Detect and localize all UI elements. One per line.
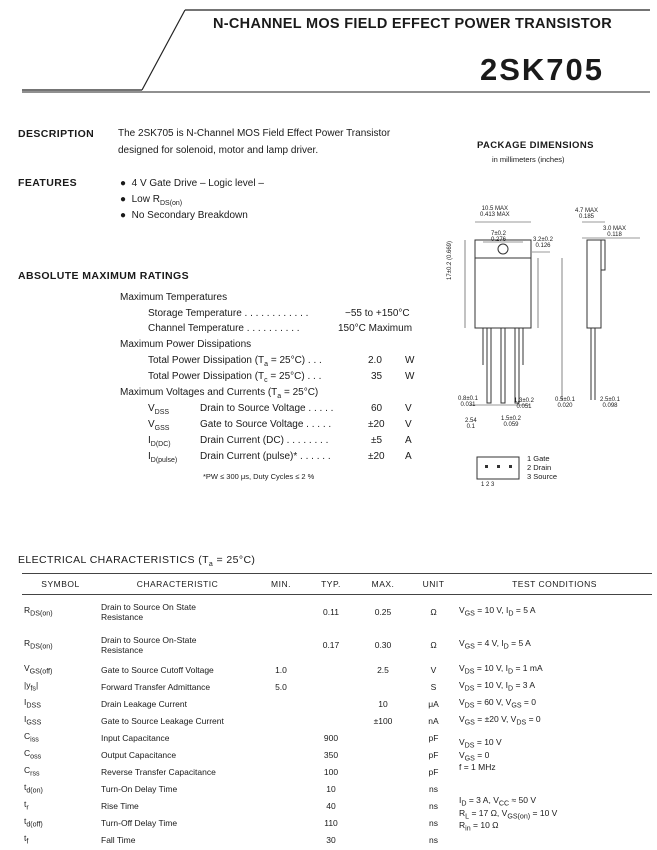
dim-label: 10.5 MAX 0.413 MAX [480,206,510,218]
cell-typ: 0.17 [322,639,340,650]
part-number: 2SK705 [480,52,605,87]
cell-typ [306,678,356,695]
cell-max [356,797,410,814]
table-row [22,661,652,678]
cell-typ: 40 [326,800,336,811]
cell-max: ±100 [373,715,393,726]
dim-label: 3.2±0.2 0.126 [533,237,553,249]
rating-label: Drain Current (pulse)* . . . . . . [200,451,331,462]
elec-heading: ELECTRICAL CHARACTERISTICS $(T_a = 25^\circ C)$ [18,554,256,569]
features-heading: FEATURES [18,177,78,189]
description-heading: DESCRIPTION [18,128,95,140]
cell-max: 0.30 [374,639,392,650]
cell-min: 5.0 [275,681,287,692]
cell-conditions: $V_{DS} = 10$ V, $I_D = 3$ A [459,680,536,693]
col-min: MIN. [256,574,306,595]
col-test-conditions: TEST CONDITIONS [457,574,652,595]
cell-min [256,628,306,661]
package-subheading: in millimeters (inches) [492,155,565,164]
dim-label: 0.5±0.1 0.020 [555,397,575,409]
feature-item: ● No Secondary Breakdown [120,210,248,221]
cell-symbol: $t_r$ [24,799,29,812]
cell-min [256,780,306,797]
description-line-1: The 2SK705 is N-Channel MOS Field Effect Power Transistor [118,128,391,139]
cell-symbol: $t_{d(off)}$ [24,816,43,829]
cell-symbol: $I_{DSS}$ [24,697,41,710]
rating-unit: A [405,451,412,462]
cell-typ [306,695,356,712]
cell-unit: ns [429,817,438,828]
table-row [22,729,652,746]
rating-label: Gate to Source Voltage . . . . . [200,419,332,430]
cell-symbol: $R_{DS(on)}$ [24,605,53,618]
cell-conditions: $V_{GS} = 10$ V, $I_D = 5$ A [459,605,536,618]
dim-label: 7±0.2 0.276 [491,231,507,243]
cell-min [256,814,306,831]
cell-unit: Ω [430,639,437,650]
cell-conditions: $V_{DS} = 60$ V, $V_{GS} = 0$ [459,697,536,710]
cell-conditions: $V_{DS} = 10$ V, $I_D = 1$ mA [459,663,543,676]
cell-typ: 900 [323,732,339,743]
pd2-unit: W [405,371,415,382]
cell-typ: 350 [323,749,339,760]
cell-characteristic: Output Capacitance [101,749,177,760]
col-typ: TYP. [306,574,356,595]
cell-max: 0.25 [374,606,392,617]
table-row [22,695,652,712]
cell-characteristic: Fall Time [101,834,136,845]
cell-min [256,595,306,629]
cell-unit: pF [428,732,439,743]
cell-unit: pF [428,749,439,760]
pin-numbers: 1 2 3 [481,482,495,488]
feature-item: ● Low $R_{DS(on)}$ [120,194,183,207]
cell-symbol: $C_{iss}$ [24,731,39,744]
cell-symbol: $C_{rss}$ [24,765,40,778]
cell-min [256,729,306,746]
cell-characteristic: Gate to Source Cutoff Voltage [101,664,214,675]
cell-max: 2.5 [377,664,389,675]
cell-max [356,678,410,695]
rating-value: ±20 [368,451,385,462]
cell-characteristic: Drain Leakage Current [101,698,187,709]
cell-min [256,797,306,814]
cell-characteristic: Drain to Source On State Resistance [101,601,196,622]
rating-value: ±5 [371,435,383,446]
dim-label: 1.3±0.2 0.051 [514,398,534,410]
cell-characteristic: Turn-Off Delay Time [101,817,178,828]
rating-symbol: $I_{D(pulse)}$ [148,451,178,464]
cell-characteristic: Input Capacitance [101,732,170,743]
cell-symbol: $|y_{fs}|$ [24,680,39,693]
rating-symbol: $I_{D(DC)}$ [148,435,171,448]
cell-typ: 110 [324,817,338,828]
description-line-2: designed for solenoid, motor and lamp driver. [118,145,319,156]
cell-symbol: $t_f$ [24,833,29,846]
cell-symbol: $R_{DS(on)}$ [24,638,53,651]
cell-conditions: $V_{GS} = 4$ V, $I_D = 5$ A [459,638,531,651]
rating-unit: A [405,435,412,446]
dim-label: 3.0 MAX 0.118 [603,226,627,238]
pd1-value: 2.0 [368,355,382,366]
dim-label: 17±0.2 (0.669) [447,241,453,280]
cell-symbol: $V_{GS(off)}$ [24,663,53,676]
col-unit: UNIT [410,574,457,595]
abs-max-heading: ABSOLUTE MAXIMUM RATINGS [18,270,189,282]
cell-min [256,831,306,848]
col-characteristic: CHARACTERISTIC [99,574,256,595]
cell-unit: pF [428,766,439,777]
package-heading: PACKAGE DIMENSIONS [477,140,594,151]
cell-max [356,814,410,831]
cell-symbol: $t_{d(on)}$ [24,782,43,795]
dim-label: 2.54 0.1 [465,418,477,430]
rating-value: 60 [371,403,383,414]
dim-label: 0.8±0.1 0.031 [458,396,478,408]
cell-characteristic: Gate to Source Leakage Current [101,715,224,726]
cell-unit: Ω [430,606,437,617]
dim-label: 4.7 MAX 0.185 [575,208,599,220]
cell-characteristic: Rise Time [101,800,139,811]
col-symbol: SYMBOL [22,574,99,595]
dim-label: 1.5±0.2 0.059 [501,416,521,428]
vc-heading: Maximum Voltages and Currents $(T_a = 25^\circ C)$ [120,387,319,400]
temp-heading: Maximum Temperatures [120,292,228,303]
channel-label: Channel Temperature . . . . . . . . . . [148,323,300,334]
table-row [22,628,652,661]
cell-unit: μA [428,698,439,709]
cell-unit: ns [429,800,438,811]
rating-symbol: $V_{DSS}$ [148,403,170,416]
table-header-row [22,574,652,595]
cell-typ [306,712,356,729]
cell-unit: ns [429,834,438,845]
col-max: MAX. [356,574,410,595]
pd2-value: 35 [371,371,383,382]
cell-max: 10 [378,698,388,709]
cell-symbol: $I_{GSS}$ [24,714,42,727]
cell-characteristic: Forward Transfer Admittance [101,681,211,692]
feature-item: ● 4 V Gate Drive – Logic level – [120,178,264,189]
cell-typ [306,661,356,678]
pd1-label: Total Power Dissipation $(T_a = 25^\circ C)$ . . . [148,355,322,368]
cell-unit: ns [429,783,438,794]
cell-max [356,729,410,746]
rating-value: ±20 [368,419,385,430]
pd2-label: Total Power Dissipation $(T_c = 25^\circ C)$ . . . [148,371,322,384]
cell-max [356,746,410,763]
cell-min [256,695,306,712]
cell-min [256,763,306,780]
electrical-characteristics-table [22,573,652,848]
table-row [22,780,652,797]
channel-value: 150°C Maximum [338,323,413,334]
table-row [22,678,652,695]
cell-typ: 10 [326,783,336,794]
cell-min: 1.0 [275,664,287,675]
rating-unit: V [405,403,412,414]
cell-conditions: $V_{GS} = \pm 20$ V, $V_{DS} = 0$ [459,714,541,727]
cell-typ: 100 [323,766,339,777]
storage-label: Storage Temperature . . . . . . . . . . . . [148,308,309,319]
cell-unit: S [430,681,437,692]
rating-label: Drain to Source Voltage . . . . . [200,403,334,414]
cell-max [356,831,410,848]
cell-unit: V [430,664,437,675]
rating-label: Drain Current (DC) . . . . . . . . [200,435,329,446]
cell-conditions: $V_{DS} = 10$ V $V_{GS} = 0$ f = 1 MHz [459,736,502,773]
cell-min [256,746,306,763]
cell-min [256,712,306,729]
cell-characteristic: Reverse Transfer Capacitance [101,766,216,777]
pd1-unit: W [405,355,415,366]
cell-typ: 0.11 [323,606,339,617]
page-title: N-CHANNEL MOS FIELD EFFECT POWER TRANSISTOR [213,16,613,32]
pin-legend: 1 Gate 2 Drain 3 Source [527,454,558,481]
cell-typ: 30 [326,834,336,845]
table-row [22,595,652,629]
dim-label: 2.5±0.1 0.098 [600,397,620,409]
power-heading: Maximum Power Dissipations [120,339,252,350]
cell-characteristic: Turn-On Delay Time [101,783,178,794]
cell-unit: nA [428,715,439,726]
abs-max-footnote: *PW ≤ 300 μs, Duty Cycles ≤ 2 % [203,472,315,481]
cell-characteristic: Drain to Source On-State Resistance [101,634,197,655]
rating-unit: V [405,419,412,430]
cell-conditions: $I_D = 3$ A, $V_{CC} \approx 50$ V $R_L = 17$ Ω, $V_{GS(on)} = 10$ V $R_{in} = 10$ Ω [459,794,558,834]
cell-max [356,780,410,797]
table-row [22,712,652,729]
cell-max [356,763,410,780]
rating-symbol: $V_{GSS}$ [148,419,170,432]
storage-value: −55 to +150°C [345,308,410,319]
cell-symbol: $C_{oss}$ [24,748,42,761]
